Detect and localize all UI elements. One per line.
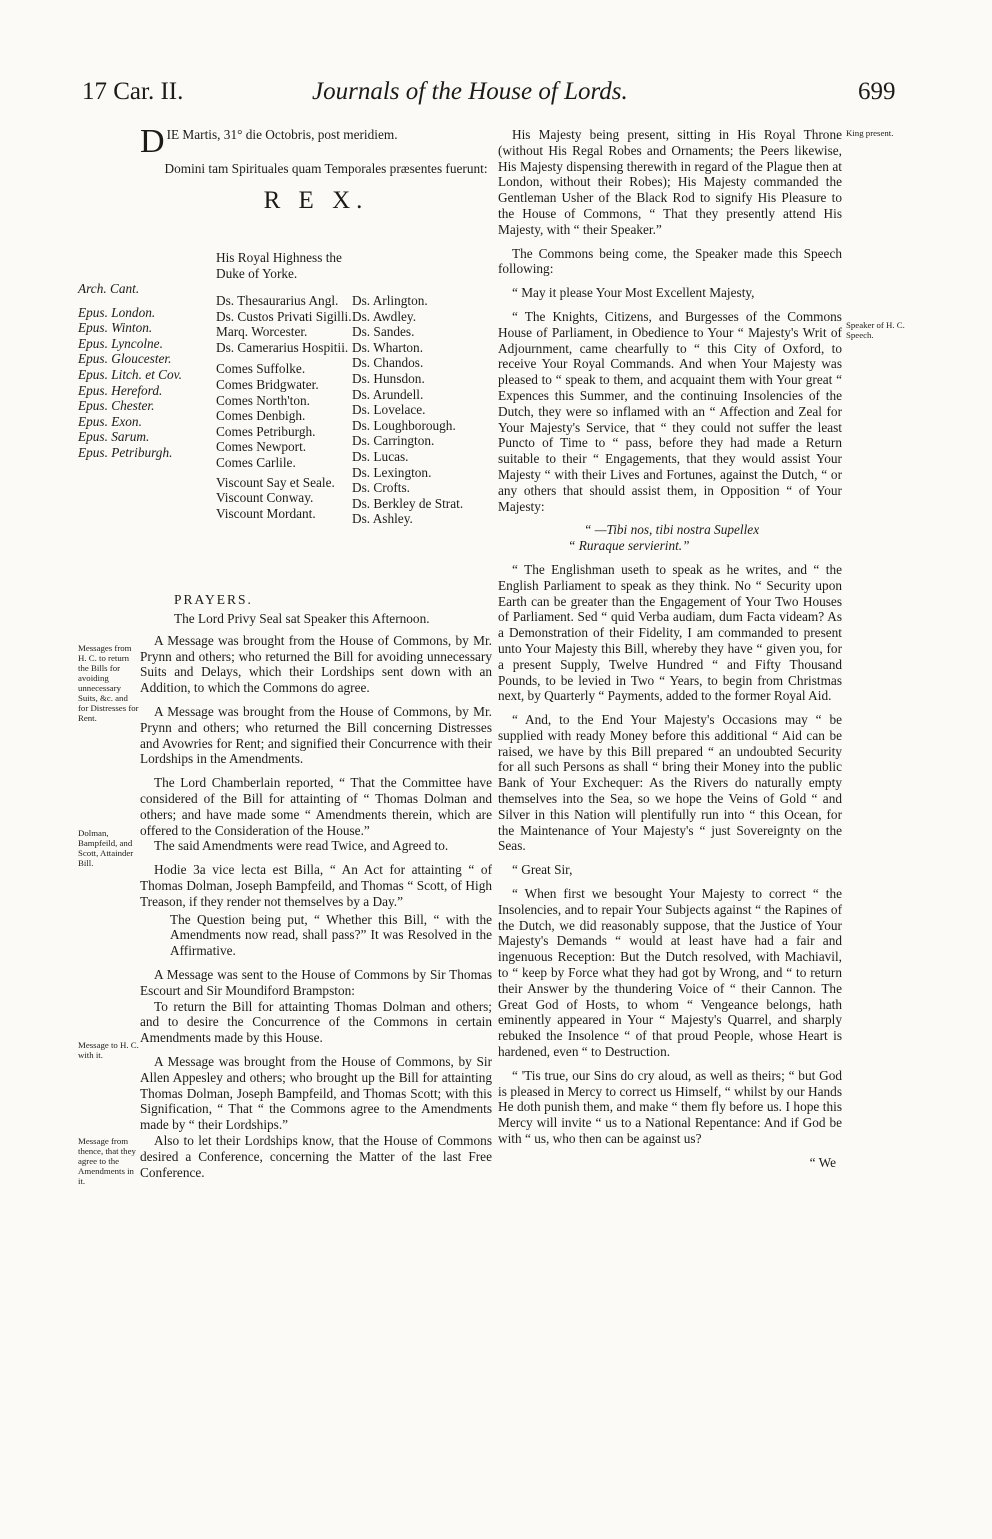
list-item: Comes Carlile. (216, 454, 296, 470)
paragraph: A Message was brought from the House of Commons, by Sir Allen Appesley and others; who brought up the Bill for attainting Thomas Dolman, Joseph Bampfeild, and Thomas Scott; with this Signification, “ That “ the Commons agree to the Amendments made by “ their Lordships.” (140, 1053, 492, 1133)
list-item: Epus. Hereford. (78, 382, 163, 398)
list-item: Comes Newport. (216, 439, 307, 455)
running-head-title: Journals of the House of Lords. (312, 78, 628, 105)
paragraph: The Question being put, “ Whether this Bill, “ with the Amendments now read, shall pass?” It was Resolved in the Affirmative. (170, 911, 492, 959)
list-item: Ds. Lucas. (352, 448, 409, 464)
latin-quote: “ —Tibi nos, tibi nostra Supellex (584, 522, 760, 538)
list-item: Ds. Hunsdon. (352, 370, 425, 386)
salutation: “ Great Sir, (512, 862, 573, 878)
list-item: Ds. Thesaurarius Angl. (216, 293, 339, 308)
peers-list-a (216, 293, 352, 521)
list-item: Ds. Carrington. (352, 433, 435, 449)
list-item: Comes Bridgwater. (216, 376, 319, 392)
list-item: Arch. Cant. (78, 281, 140, 296)
latin-quote: “ Ruraque servierint.” (568, 538, 690, 554)
list-item: Comes Denbigh. (216, 408, 306, 424)
list-item: Ds. Ashley. (352, 511, 413, 527)
list-item: Comes Suffolke. (216, 361, 306, 377)
peers-list-b (352, 293, 463, 527)
list-item: Ds. Wharton. (352, 339, 424, 355)
paragraph: “ The Englishman useth to speak as he writes, and “ the English Parliament to speak as they think. No “ Security upon Earth can be greater than the Engagement of Your Two Houses of Parliament. Sed “ quid Verba audiam, dum Facta videam? As a Demonstration of their Fidelity, I am commanded to present unto Your Majesty this Bill, whereby they have “ given you, for a present Supply, Twelve Hundred “ and Fifty Thousand Pounds, to be levied in Two “ Years, to begin from Christmas next, by Quarterly “ Payments, added to the former Royal Aid. (498, 561, 842, 704)
list-item: Viscount Say et Seale. (216, 474, 335, 490)
rex-heading: R E X. (263, 186, 369, 214)
list-item: Ds. Loughborough. (352, 417, 456, 433)
list-item: Viscount Conway. (216, 490, 314, 506)
list-item: Epus. Gloucester. (78, 351, 172, 367)
paragraph: A Message was brought from the House of Commons, by Mr. Prynn and others; who returned the Bill concerning Distresses and Avowries for Rent; and signified their Concurrence with their Lordships in the Amendments. (140, 703, 492, 767)
right-column (498, 127, 842, 1171)
bishops-list (78, 281, 182, 461)
list-item: Ds. Chandos. (352, 355, 424, 371)
list-item: Ds. Sandes. (352, 324, 415, 340)
paragraph: “ And, to the End Your Majesty's Occasions may “ be supplied with ready Money before this additional “ Aid can be raised, we have by this Bill prepared “ an undoubted Security for all such Persons as shall “ bring their Money into the public Bank of Your Exchequer: As the Rivers do naturally empty themselves into the Sea, so we hope the Veins of Gold “ and Silver in this Nation will plentifully run into “ this Ocean, for the Maintenance of Your Majesty's “ just Sovereignty on the Seas. (498, 712, 842, 854)
present-line: Domini tam Spirituales quam Temporales præsentes fuerunt: (164, 161, 488, 176)
paragraph: Also to let their Lordships know, that the House of Commons desired a Conference, concerning the Matter of the last Free Conference. (140, 1132, 492, 1180)
list-item: Epus. Petriburgh. (78, 444, 173, 460)
list-item: Ds. Arlington. (352, 293, 428, 308)
drop-cap: D (140, 123, 165, 160)
paragraph: “ When first we besought Your Majesty to correct “ the Insolencies, and to repair Your Subjects against “ the Rapines of the Dutch, we did reasonably suppose, that the Justice of Your Majesty's Demands “ would at least have had a fair and ingenuous Reception: But the Dutch resolved, with Machiavil, to “ keep by Force what they had got by Wrong, and “ to return their Answer by the thundering Voice of “ their Cannon. The Great God of Hosts, to whom “ Vengeance belongs, hath eminently appeared in Your “ Majesty's Quarrel, and sharply rebuked the Insolence “ of that proud People, whose Heart is hardened, even “ to Destruction. (498, 886, 842, 1060)
paragraph: To return the Bill for attainting Thomas Dolman and others; and to desire the Concurrence of the Commons in certain Amendments made by this House. (140, 998, 492, 1046)
catchword: “ We (809, 1154, 836, 1170)
margin-note: Message from thence, that they agree to the Amendments in it. (78, 1136, 136, 1186)
paragraph: “ 'Tis true, our Sins do cry aloud, as well as theirs; “ but God is pleased in Mercy to correct us Himself, “ whilst by our Hands He doth punish them, and make “ them fly before us. I hope this Mercy will invite “ us to a National Repentance: And if God be with “ us, who then can be against us? (498, 1067, 842, 1147)
list-item: Comes Petriburgh. (216, 423, 316, 439)
list-item: Viscount Mordant. (216, 505, 316, 521)
list-item: Ds. Arundell. (352, 386, 424, 402)
left-column (140, 123, 492, 223)
list-item: Ds. Camerarius Hospitii. (216, 339, 349, 355)
list-item: Comes North'ton. (216, 392, 310, 408)
list-item: Ds. Custos Privati Sigilli. (216, 308, 352, 324)
list-item: Epus. Winton. (78, 320, 153, 336)
paragraph: Hodie 3a vice lecta est Billa, “ An Act for attainting “ of Thomas Dolman, Joseph Bampfeild, and Thomas “ Scott, of High Treason, if they render not themselves by a Day.” (140, 862, 492, 909)
paragraph: The Commons being come, the Speaker made this Speech following: (498, 245, 842, 277)
list-item: Ds. Berkley de Strat. (352, 495, 464, 511)
list-item: Epus. London. (78, 304, 156, 320)
date-heading (140, 123, 492, 161)
list-item: Marq. Worcester. (216, 324, 308, 340)
margin-note: Speaker of H. C. Speech. (846, 320, 905, 340)
proceedings-left (140, 592, 492, 1188)
duke-line: His Royal Highness the Duke of Yorke. (216, 250, 342, 281)
salutation: “ May it please Your Most Excellent Majesty, (512, 285, 755, 301)
paragraph: The said Amendments were read Twice, and Agreed to. (154, 838, 449, 854)
list-item: Epus. Chester. (78, 398, 155, 414)
paragraph: “ The Knights, Citizens, and Burgesses of the Commons House of Parliament, in Obedience to Your “ Majesty's Writ of Adjournment, came chearfully to “ this City of Oxford, to receive Your Royal Commands. And when Your Majesty was pleased to “ speak to them, and acquaint them with Your great “ Expences this Summer, and the continuing Insolencies of the Dutch, they were so inflamed with an “ Affection and Zeal for Your Majesty's Service, that “ they could not suffer the least Puncto of Time to “ pass, before they had made a Return suitable to their “ Engagements, that they would assist Your Majesty “ with their Lives and Fortunes, against the Dutch, “ or any others that should assist them, in Opposition “ of Your Majesty: (498, 308, 842, 514)
speaker-line: The Lord Privy Seal sat Speaker this Afternoon. (174, 611, 430, 626)
list-item: Epus. Sarum. (78, 429, 150, 445)
date-line: IE Martis, 31° die Octobris, post meridiem. (166, 127, 398, 142)
paragraph: A Message was sent to the House of Commons by Sir Thomas Escourt and Sir Moundiford Brampston: (140, 966, 492, 998)
margin-note: Dolman, Bampfeild, and Scott, Attainder Bill. (78, 828, 134, 868)
paragraph: The Lord Chamberlain reported, “ That the Committee have considered of the Bill for attainting of “ Thomas Dolman and others; and have made some “ Amendments therein, which are offered to the Consideration of the House.” (140, 775, 492, 838)
list-item: Epus. Litch. et Cov. (78, 366, 182, 382)
list-item: Ds. Awdley. (352, 308, 417, 324)
margin-note: Messages from H. C. to return the Bills for avoiding unnecessary Suits, &c. and for Distresses for Rent. (78, 643, 139, 723)
paragraph: A Message was brought from the House of Commons, by Mr. Prynn and others; who returned the Bill for avoiding unnecessary Suits and Delays, which their Lordships sent down with an Addition, to which the Commons do agree. (140, 632, 492, 696)
margin-note: Message to H. C. with it. (78, 1040, 139, 1060)
list-item: Epus. Exon. (78, 413, 142, 429)
running-head-left: 17 Car. II. (82, 78, 184, 105)
list-item: Ds. Lexington. (352, 464, 432, 480)
paragraph: His Majesty being present, sitting in His Royal Throne (without His Regal Robes and Ornaments; the Peers likewise, His Majesty dispensing therewith in regard of the Plague then at London, without their Robes); His Majesty commanded the Gentleman Usher of the Black Rod to signify His Pleasure to the House of Commons, “ That they presently attend His Majesty, with “ their Speaker.” (498, 127, 842, 237)
prayers-heading: PRAYERS. (174, 592, 253, 607)
list-item: Ds. Crofts. (352, 480, 410, 496)
list-item: Ds. Lovelace. (352, 402, 426, 418)
page-number: 699 (858, 78, 896, 105)
margin-note: King present. (846, 128, 894, 138)
list-item: Epus. Lyncolne. (78, 335, 163, 351)
